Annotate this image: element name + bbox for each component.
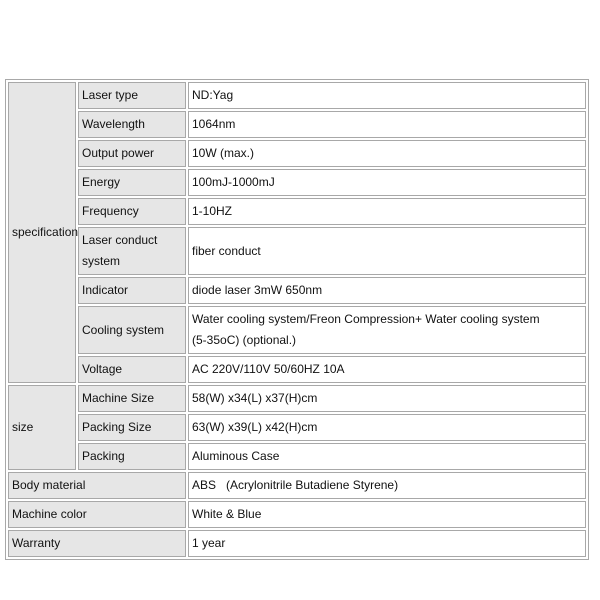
row-label-output-power: Output power [78, 140, 186, 167]
row-value-machine-color: White & Blue [188, 501, 586, 528]
row-value-packing-size: 63(W) x39(L) x42(H)cm [188, 414, 586, 441]
table-row [8, 443, 586, 470]
row-value-indicator: diode laser 3mW 650nm [188, 277, 586, 304]
specification-table [5, 79, 589, 560]
row-value-energy: 100mJ-1000mJ [188, 169, 586, 196]
table-row [8, 385, 586, 412]
row-label-indicator: Indicator [78, 277, 186, 304]
row-value-laser-conduct: fiber conduct [188, 227, 586, 275]
row-value-cooling-line1: Water cooling system/Freon Compression+ Water cooling system [192, 312, 540, 326]
row-label-packing-size: Packing Size [78, 414, 186, 441]
row-value-cooling-line2: (5-35oC) (optional.) [192, 333, 297, 347]
table-row [8, 227, 586, 275]
row-label-laser-conduct-line1: Laser conduct [82, 233, 158, 247]
table-row [8, 530, 586, 557]
row-label-laser-conduct [78, 227, 186, 275]
table-row [8, 82, 586, 109]
row-label-energy: Energy [78, 169, 186, 196]
row-label-laser-type: Laser type [78, 82, 186, 109]
row-value-cooling-system [188, 306, 586, 354]
table-row [8, 306, 586, 354]
table-row [8, 111, 586, 138]
table-row [8, 169, 586, 196]
row-value-body-material: ABS (Acrylonitrile Butadiene Styrene) [188, 472, 586, 499]
row-value-warranty: 1 year [188, 530, 586, 557]
row-label-voltage: Voltage [78, 356, 186, 383]
table-row [8, 501, 586, 528]
row-value-voltage: AC 220V/110V 50/60HZ 10A [188, 356, 586, 383]
table-row [8, 472, 586, 499]
row-label-frequency: Frequency [78, 198, 186, 225]
row-value-wavelength: 1064nm [188, 111, 586, 138]
row-label-machine-size: Machine Size [78, 385, 186, 412]
table-row [8, 414, 586, 441]
table-row [8, 277, 586, 304]
row-label-cooling-system: Cooling system [78, 306, 186, 354]
row-value-laser-type: ND:Yag [188, 82, 586, 109]
row-label-wavelength: Wavelength [78, 111, 186, 138]
row-value-packing: Aluminous Case [188, 443, 586, 470]
row-value-machine-size: 58(W) x34(L) x37(H)cm [188, 385, 586, 412]
row-label-machine-color: Machine color [8, 501, 186, 528]
row-label-body-material: Body material [8, 472, 186, 499]
row-value-output-power: 10W (max.) [188, 140, 586, 167]
table-row [8, 356, 586, 383]
row-label-packing: Packing [78, 443, 186, 470]
group-label-size: size [8, 385, 76, 470]
group-label-specification: specification [8, 82, 76, 383]
table-row [8, 198, 586, 225]
row-label-warranty: Warranty [8, 530, 186, 557]
table-row [8, 140, 586, 167]
row-value-frequency: 1-10HZ [188, 198, 586, 225]
row-label-laser-conduct-line2: system [82, 254, 121, 268]
